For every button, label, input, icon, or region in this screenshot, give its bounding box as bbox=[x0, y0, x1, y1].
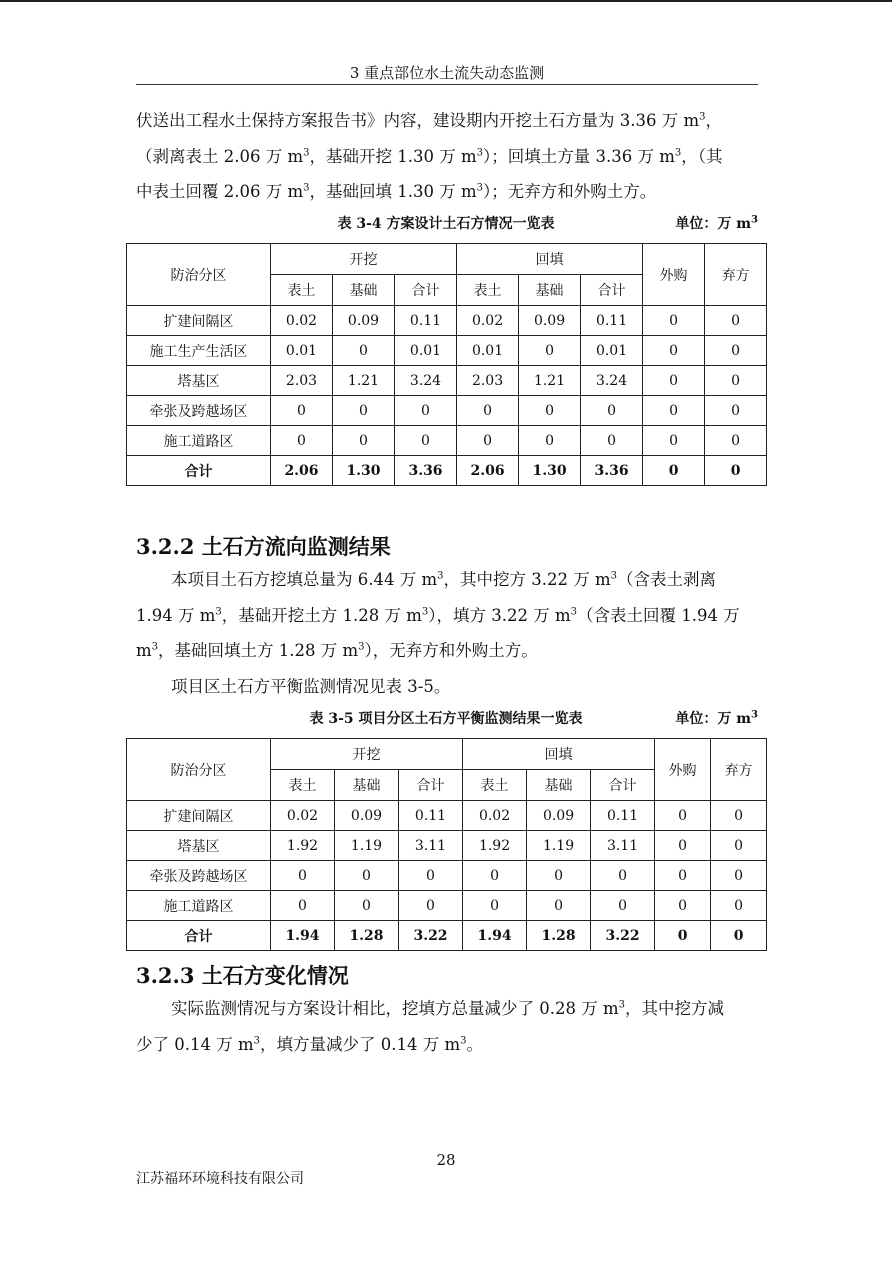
value-cell: 3.36 bbox=[395, 456, 457, 486]
table-row bbox=[127, 366, 767, 396]
value-cell: 1.92 bbox=[463, 831, 527, 861]
value-cell: 0.01 bbox=[457, 336, 519, 366]
value-cell: 1.94 bbox=[271, 921, 335, 951]
header-zone: 防治分区 bbox=[127, 739, 271, 801]
zone-cell: 合计 bbox=[127, 921, 271, 951]
value-cell: 0 bbox=[527, 891, 591, 921]
value-cell: 0 bbox=[705, 396, 767, 426]
intro-line-3: 中表土回覆 2.06 万 $m^3$，基础回填 1.30 万 $m^3$）；无弃方和外购土方。 bbox=[136, 182, 657, 201]
zone-cell: 塔基区 bbox=[127, 366, 271, 396]
intro-paragraph bbox=[136, 103, 760, 210]
value-cell: 3.24 bbox=[581, 366, 643, 396]
header-backfill: 回填 bbox=[457, 244, 643, 275]
value-cell: 0 bbox=[519, 336, 581, 366]
value-cell: 0.01 bbox=[271, 336, 333, 366]
value-cell: 3.36 bbox=[581, 456, 643, 486]
section322-line-3: $m^3$，基础回填土方 1.28 万 $m^3$），无弃方和外购土方。 bbox=[136, 641, 538, 660]
value-cell: 0 bbox=[591, 891, 655, 921]
value-cell: 0 bbox=[399, 861, 463, 891]
header-excavation: 开挖 bbox=[271, 739, 463, 770]
section-heading-3-2-3: 3.2.3 土石方变化情况 bbox=[136, 963, 349, 988]
intro-line-2: （剥离表土 2.06 万 $m^3$，基础开挖 1.30 万 $m^3$）；回填土方量 3.36 万 $m^3$，（其 bbox=[136, 146, 723, 166]
top-border bbox=[0, 0, 892, 2]
table-row bbox=[127, 306, 767, 336]
value-cell: 1.92 bbox=[271, 831, 335, 861]
value-cell: 0 bbox=[395, 426, 457, 456]
zone-cell: 施工道路区 bbox=[127, 891, 271, 921]
value-cell: 1.30 bbox=[519, 456, 581, 486]
header-backfill: 回填 bbox=[463, 739, 655, 770]
value-cell: 0 bbox=[333, 336, 395, 366]
value-cell: 0 bbox=[581, 396, 643, 426]
value-cell: 0.02 bbox=[457, 306, 519, 336]
value-cell: 0 bbox=[399, 891, 463, 921]
value-cell: 0 bbox=[463, 861, 527, 891]
value-cell: 0 bbox=[527, 861, 591, 891]
value-cell: 0 bbox=[643, 306, 705, 336]
header-waste: 弃方 bbox=[705, 244, 767, 306]
value-cell: 0 bbox=[335, 861, 399, 891]
value-cell: 0 bbox=[655, 891, 711, 921]
page-number: 28 bbox=[436, 1151, 456, 1169]
value-cell: 0.09 bbox=[335, 801, 399, 831]
value-cell: 0 bbox=[271, 426, 333, 456]
value-cell: 0 bbox=[333, 396, 395, 426]
table1 bbox=[126, 243, 767, 486]
table-total-row bbox=[127, 456, 767, 486]
value-cell: 0.11 bbox=[581, 306, 643, 336]
section322-line-1: 本项目土石方挖填总量为 6.44 万 $m^3$，其中挖方 3.22 万 $m^3$（含表土剥离 bbox=[171, 570, 716, 589]
value-cell: 1.21 bbox=[333, 366, 395, 396]
value-cell: 0 bbox=[655, 861, 711, 891]
value-cell: 0 bbox=[705, 456, 767, 486]
zone-cell: 施工生产生活区 bbox=[127, 336, 271, 366]
value-cell: 0 bbox=[711, 801, 767, 831]
subheader-foundation: 基础 bbox=[335, 770, 399, 801]
value-cell: 3.24 bbox=[395, 366, 457, 396]
value-cell: 0 bbox=[457, 426, 519, 456]
table-row bbox=[127, 426, 767, 456]
value-cell: 0 bbox=[705, 336, 767, 366]
value-cell: 0 bbox=[655, 831, 711, 861]
value-cell: 1.94 bbox=[463, 921, 527, 951]
subheader-subtotal: 合计 bbox=[399, 770, 463, 801]
value-cell: 0 bbox=[643, 396, 705, 426]
value-cell: 0.02 bbox=[271, 801, 335, 831]
value-cell: 1.30 bbox=[333, 456, 395, 486]
value-cell: 3.22 bbox=[399, 921, 463, 951]
subheader-subtotal: 合计 bbox=[591, 770, 655, 801]
value-cell: 0 bbox=[271, 861, 335, 891]
table2-caption bbox=[126, 708, 766, 730]
value-cell: 0 bbox=[271, 396, 333, 426]
value-cell: 0 bbox=[333, 426, 395, 456]
zone-cell: 牵张及跨越场区 bbox=[127, 861, 271, 891]
value-cell: 0.01 bbox=[581, 336, 643, 366]
header-purchase: 外购 bbox=[643, 244, 705, 306]
value-cell: 0 bbox=[643, 366, 705, 396]
section323-line-1: 实际监测情况与方案设计相比，挖填方总量减少了 0.28 万 $m^3$，其中挖方减 bbox=[171, 999, 724, 1018]
zone-cell: 扩建间隔区 bbox=[127, 801, 271, 831]
value-cell: 0 bbox=[711, 831, 767, 861]
value-cell: 0.11 bbox=[591, 801, 655, 831]
value-cell: 0.11 bbox=[399, 801, 463, 831]
value-cell: 0.09 bbox=[527, 801, 591, 831]
value-cell: 0 bbox=[519, 426, 581, 456]
table-row bbox=[127, 396, 767, 426]
value-cell: 0 bbox=[711, 861, 767, 891]
value-cell: 0 bbox=[519, 396, 581, 426]
value-cell: 0.02 bbox=[463, 801, 527, 831]
section323-paragraph bbox=[136, 991, 760, 1062]
zone-cell: 扩建间隔区 bbox=[127, 306, 271, 336]
table-total-row bbox=[127, 921, 767, 951]
value-cell: 0 bbox=[711, 921, 767, 951]
table-row bbox=[127, 861, 767, 891]
value-cell: 0 bbox=[271, 891, 335, 921]
value-cell: 0 bbox=[711, 891, 767, 921]
table1-title: 表 3-4 方案设计土石方情况一览表 bbox=[337, 216, 555, 232]
section323-line-2: 少了 0.14 万 $m^3$，填方量减少了 0.14 万 $m^3$。 bbox=[136, 1034, 483, 1054]
section322-line-4: 项目区土石方平衡监测情况见表 3-5。 bbox=[171, 676, 451, 696]
subheader-topsoil: 表土 bbox=[463, 770, 527, 801]
header-zone: 防治分区 bbox=[127, 244, 271, 306]
value-cell: 2.03 bbox=[457, 366, 519, 396]
section-heading-3-2-2: 3.2.2 土石方流向监测结果 bbox=[136, 534, 391, 559]
subheader-foundation: 基础 bbox=[333, 275, 395, 306]
intro-line-1: 伏送出工程水土保持方案报告书》内容，建设期内开挖土石方量为 3.36 万 $m^3$， bbox=[136, 111, 722, 130]
value-cell: 0 bbox=[463, 891, 527, 921]
value-cell: 1.19 bbox=[527, 831, 591, 861]
value-cell: 0.11 bbox=[395, 306, 457, 336]
company-name: 江苏福环环境科技有限公司 bbox=[136, 1171, 304, 1187]
value-cell: 3.11 bbox=[399, 831, 463, 861]
zone-cell: 施工道路区 bbox=[127, 426, 271, 456]
value-cell: 0 bbox=[591, 861, 655, 891]
table-row bbox=[127, 336, 767, 366]
value-cell: 0 bbox=[705, 306, 767, 336]
subheader-subtotal: 合计 bbox=[395, 275, 457, 306]
value-cell: 0.02 bbox=[271, 306, 333, 336]
running-header: 3 重点部位水土流失动态监测 bbox=[349, 64, 545, 82]
value-cell: 0.09 bbox=[519, 306, 581, 336]
section322-paragraph bbox=[136, 562, 760, 704]
value-cell: 0 bbox=[655, 921, 711, 951]
value-cell: 0 bbox=[395, 396, 457, 426]
value-cell: 1.28 bbox=[335, 921, 399, 951]
header-rule bbox=[136, 84, 758, 85]
value-cell: 0 bbox=[581, 426, 643, 456]
value-cell: 3.22 bbox=[591, 921, 655, 951]
table2 bbox=[126, 738, 767, 951]
table-row bbox=[127, 801, 767, 831]
value-cell: 0 bbox=[655, 801, 711, 831]
zone-cell: 塔基区 bbox=[127, 831, 271, 861]
value-cell: 1.21 bbox=[519, 366, 581, 396]
value-cell: 1.28 bbox=[527, 921, 591, 951]
subheader-topsoil: 表土 bbox=[271, 275, 333, 306]
value-cell: 0 bbox=[643, 336, 705, 366]
subheader-topsoil: 表土 bbox=[271, 770, 335, 801]
header-excavation: 开挖 bbox=[271, 244, 457, 275]
table-row bbox=[127, 831, 767, 861]
subheader-foundation: 基础 bbox=[527, 770, 591, 801]
value-cell: 2.06 bbox=[271, 456, 333, 486]
header-purchase: 外购 bbox=[655, 739, 711, 801]
value-cell: 1.19 bbox=[335, 831, 399, 861]
table2-unit: 单位：万 $m^3$ bbox=[675, 709, 758, 727]
value-cell: 0 bbox=[705, 366, 767, 396]
section322-line-2: 1.94 万 $m^3$，基础开挖土方 1.28 万 $m^3$），填方 3.22 万 $m^3$（含表土回覆 1.94 万 bbox=[136, 605, 740, 625]
value-cell: 0 bbox=[457, 396, 519, 426]
header-waste: 弃方 bbox=[711, 739, 767, 801]
value-cell: 0.09 bbox=[333, 306, 395, 336]
value-cell: 2.03 bbox=[271, 366, 333, 396]
zone-cell: 合计 bbox=[127, 456, 271, 486]
value-cell: 0 bbox=[643, 426, 705, 456]
value-cell: 2.06 bbox=[457, 456, 519, 486]
table1-caption bbox=[126, 213, 766, 235]
value-cell: 0 bbox=[335, 891, 399, 921]
table-row bbox=[127, 891, 767, 921]
value-cell: 3.11 bbox=[591, 831, 655, 861]
value-cell: 0 bbox=[705, 426, 767, 456]
subheader-subtotal: 合计 bbox=[581, 275, 643, 306]
value-cell: 0.01 bbox=[395, 336, 457, 366]
zone-cell: 牵张及跨越场区 bbox=[127, 396, 271, 426]
table1-unit: 单位：万 $m^3$ bbox=[675, 214, 758, 232]
subheader-foundation: 基础 bbox=[519, 275, 581, 306]
value-cell: 0 bbox=[643, 456, 705, 486]
table2-title: 表 3-5 项目分区土石方平衡监测结果一览表 bbox=[309, 711, 583, 727]
subheader-topsoil: 表土 bbox=[457, 275, 519, 306]
